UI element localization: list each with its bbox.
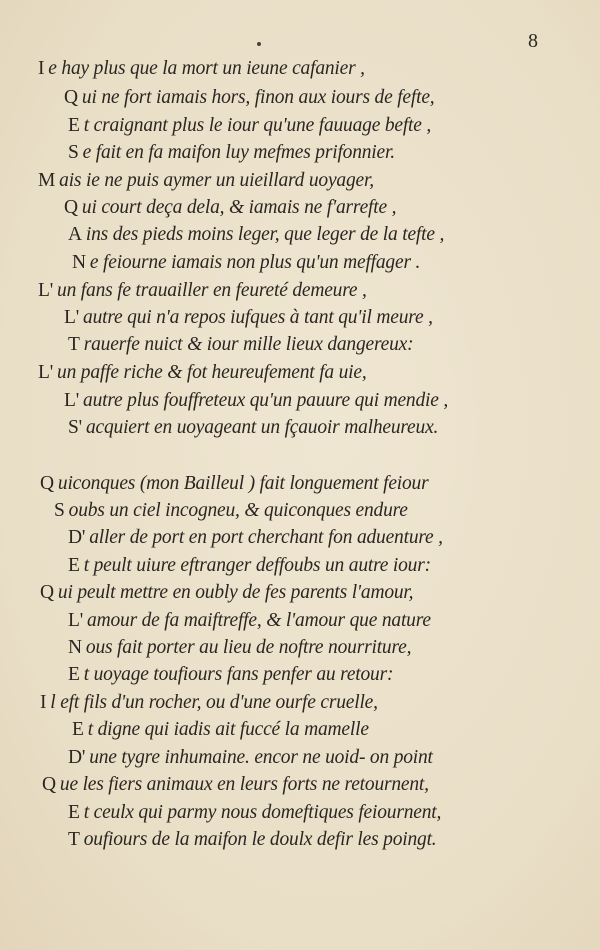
verse-initial: Q [64,197,78,218]
verse-initial: L' [68,610,84,631]
verse-text: ue les fiers animaux en leurs forts ne retournent, [59,774,429,795]
verse-line [64,307,433,329]
verse-line [40,473,428,495]
verse-initial: T [68,334,80,355]
verse-text: ous fait porter au lieu de noftre nourriture, [85,637,412,658]
verse-line [68,664,393,686]
verse-line [68,637,411,659]
verse-text: autre plus fouffreteux qu'un pauure qui mendie , [83,390,449,411]
verse-line [40,692,378,714]
verse-line [68,610,431,632]
verse-text: l eft fils d'un rocher, ou d'une ourfe cruelle, [50,692,378,713]
verse-text: ui court deça dela, & iamais ne f'arrefte , [81,197,397,218]
verse-text: t uoyage toufiours fans penfer au retour: [83,664,394,685]
page-number: 8 [528,30,538,52]
verse-text: autre qui n'a repos iufques à tant qu'il meure , [83,307,433,328]
verse-initial: I [38,58,45,79]
verse-initial: N [68,637,82,658]
verse-initial: S [54,500,65,521]
verse-line [68,747,433,769]
verse-text: e hay plus que la mort un ieune cafanier , [48,58,365,79]
verse-initial: Q [40,473,54,494]
verse-text: aller de port en port cherchant fon aduenture , [89,527,443,548]
verse-initial: E [72,719,84,740]
verse-line [68,334,413,356]
verse-line [64,390,448,412]
verse-initial: L' [38,280,54,301]
verse-line [42,774,429,796]
verse-line [64,87,434,109]
verse-line [68,527,443,549]
verse-line [68,142,395,164]
verse-line [68,417,438,439]
verse-line [54,500,408,522]
verse-text: ins des pieds moins leger, que leger de la tefte , [85,224,445,245]
verse-line [38,170,374,192]
verse-text: amour de fa maiftreffe, & l'amour que nature [87,610,431,631]
verse-initial: A [68,224,82,245]
verse-line [68,115,431,137]
verse-text: ui peult mettre en oubly de fes parents l'amour, [57,582,414,603]
verse-line [38,362,367,384]
verse-initial: E [68,802,80,823]
verse-initial: S' [68,417,82,438]
verse-text: oubs un ciel incogneu, & quiconques endure [68,500,408,521]
verse-text: e feiourne iamais non plus qu'un meffager . [89,252,421,273]
verse-initial: L' [64,390,80,411]
verse-initial: Q [40,582,54,603]
verse-line [72,719,369,741]
verse-initial: T [68,829,80,850]
verse-text: acquiert en uoyageant un fçauoir malheureux. [85,417,439,438]
verse-line [68,224,444,246]
verse-initial: I [40,692,47,713]
verse-text: uiconques (mon Bailleul ) fait longuement feiour [57,473,429,494]
verse-text: une tygre inhumaine. encor ne uoid- on point [89,747,433,768]
verse-initial: Q [64,87,78,108]
verse-line [72,252,420,274]
verse-initial: E [68,115,80,136]
verse-text: t craignant plus le iour qu'une fauuage befte , [83,115,432,136]
verse-line [64,197,396,219]
ink-dot [257,42,261,46]
verse-text: t digne qui iadis ait fuccé la mamelle [87,719,369,740]
verse-initial: D' [68,747,86,768]
verse-text: e fait en fa maifon luy mefmes prifonnier. [82,142,395,163]
verse-line [38,58,365,80]
verse-text: ais ie ne puis aymer un uieillard uoyager, [59,170,374,191]
verse-line [68,555,431,577]
verse-initial: L' [38,362,54,383]
verse-initial: E [68,555,80,576]
verse-line [38,280,367,302]
verse-text: t ceulx qui parmy nous domeftiques feiournent, [83,802,442,823]
verse-text: un fans fe trauailler en feureté demeure , [57,280,367,301]
verse-initial: N [72,252,86,273]
verse-line [68,802,441,824]
verse-line [68,829,436,851]
verse-initial: D' [68,527,86,548]
verse-text: ui ne fort iamais hors, finon aux iours de fefte, [81,87,435,108]
verse-text: t peult uiure eftranger deffoubs un autre iour: [83,555,431,576]
verse-text: un paffe riche & fot heureufement fa uie, [57,362,367,383]
verse-initial: M [38,170,56,191]
verse-text: oufiours de la maifon le doulx defir les poingt. [83,829,437,850]
verse-initial: Q [42,774,56,795]
verse-initial: E [68,664,80,685]
verse-initial: L' [64,307,80,328]
verse-line [40,582,413,604]
verse-text: rauerfe nuict & iour mille lieux dangereux: [83,334,414,355]
verse-initial: S [68,142,79,163]
